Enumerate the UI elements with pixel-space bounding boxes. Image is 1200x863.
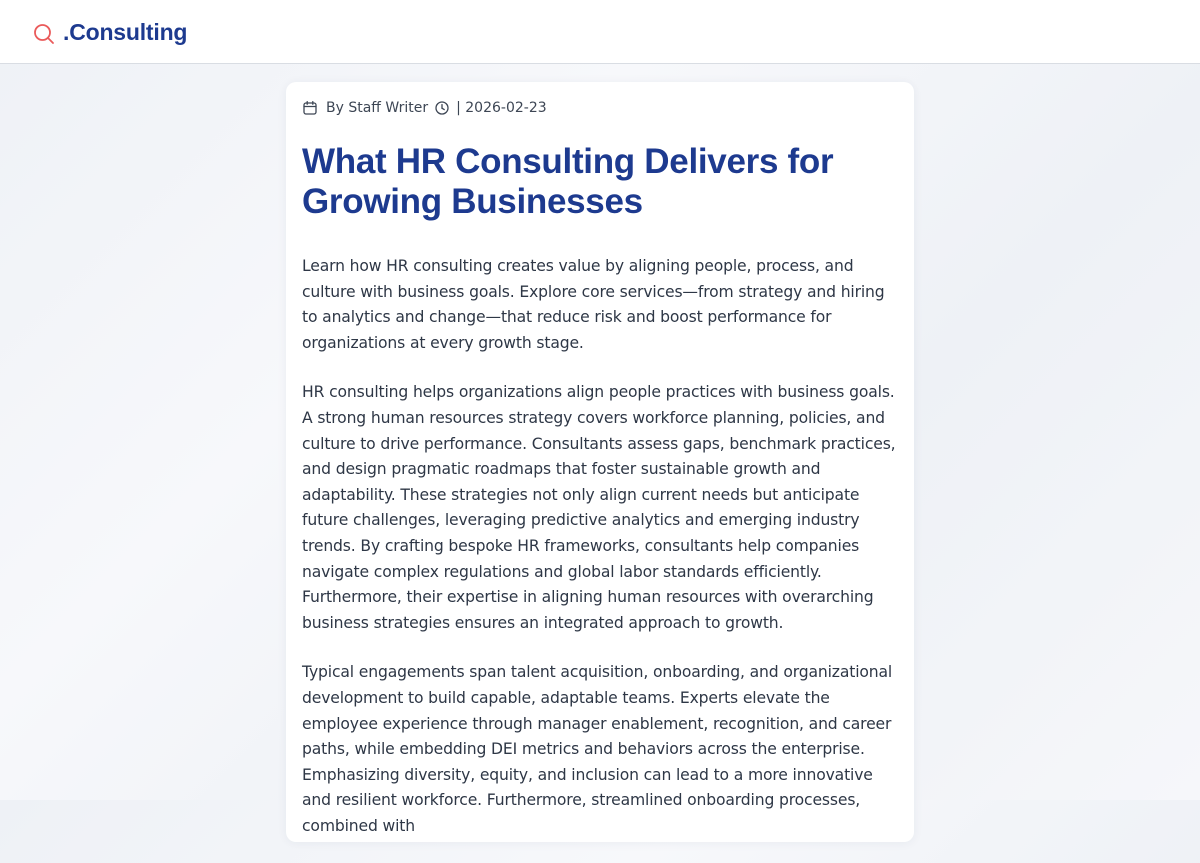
article-card [286, 82, 914, 842]
article-meta [302, 98, 547, 118]
article-author[interactable]: By Staff Writer [326, 100, 429, 116]
search-icon [32, 22, 56, 46]
article-body [302, 254, 900, 863]
article-paragraph: Typical engagements span talent acquisition, onboarding, and organizational development to build capable, adaptable teams. Experts elevate the employee experience through manager enablement, recognition, and career paths, while embedding DEI metrics and behaviors across the enterprise. Emphasizing diversity, equity, and inclusion can lead to a more innovative and resilient workforce. Furthermore, streamlined onboarding processes, combined with [302, 663, 893, 835]
top-navbar [0, 0, 1200, 64]
article-paragraph: HR consulting helps organizations align people practices with business goals. A strong human resources strategy covers workforce planning, policies, and culture to drive performance. Consultants assess gaps, benchmark practices, and design pragmatic roadmaps that foster sustainable growth and adaptability. These strategies not only align current needs but anticipate future challenges, leveraging predictive analytics and emerging industry trends. By crafting bespoke HR frameworks, consultants help companies navigate complex regulations and global labor standards efficiently. Furthermore, their expertise in aligning human resources with overarching business strategies ensures an integrated approach to growth. [302, 383, 896, 632]
calendar-icon [302, 100, 318, 116]
clock-icon [434, 100, 450, 116]
brand-name: .Consulting [63, 18, 188, 45]
article-summary: Learn how HR consulting creates value by aligning people, process, and culture with business goals. Explore core services—from strategy and hiring to analytics and change—that reduce risk and boost performance for organizations at every growth stage. [302, 257, 885, 352]
article-date: | 2026-02-23 [456, 100, 547, 116]
article-title: What HR Consulting Delivers for Growing Businesses [302, 142, 834, 221]
brand-link[interactable] [32, 17, 187, 47]
